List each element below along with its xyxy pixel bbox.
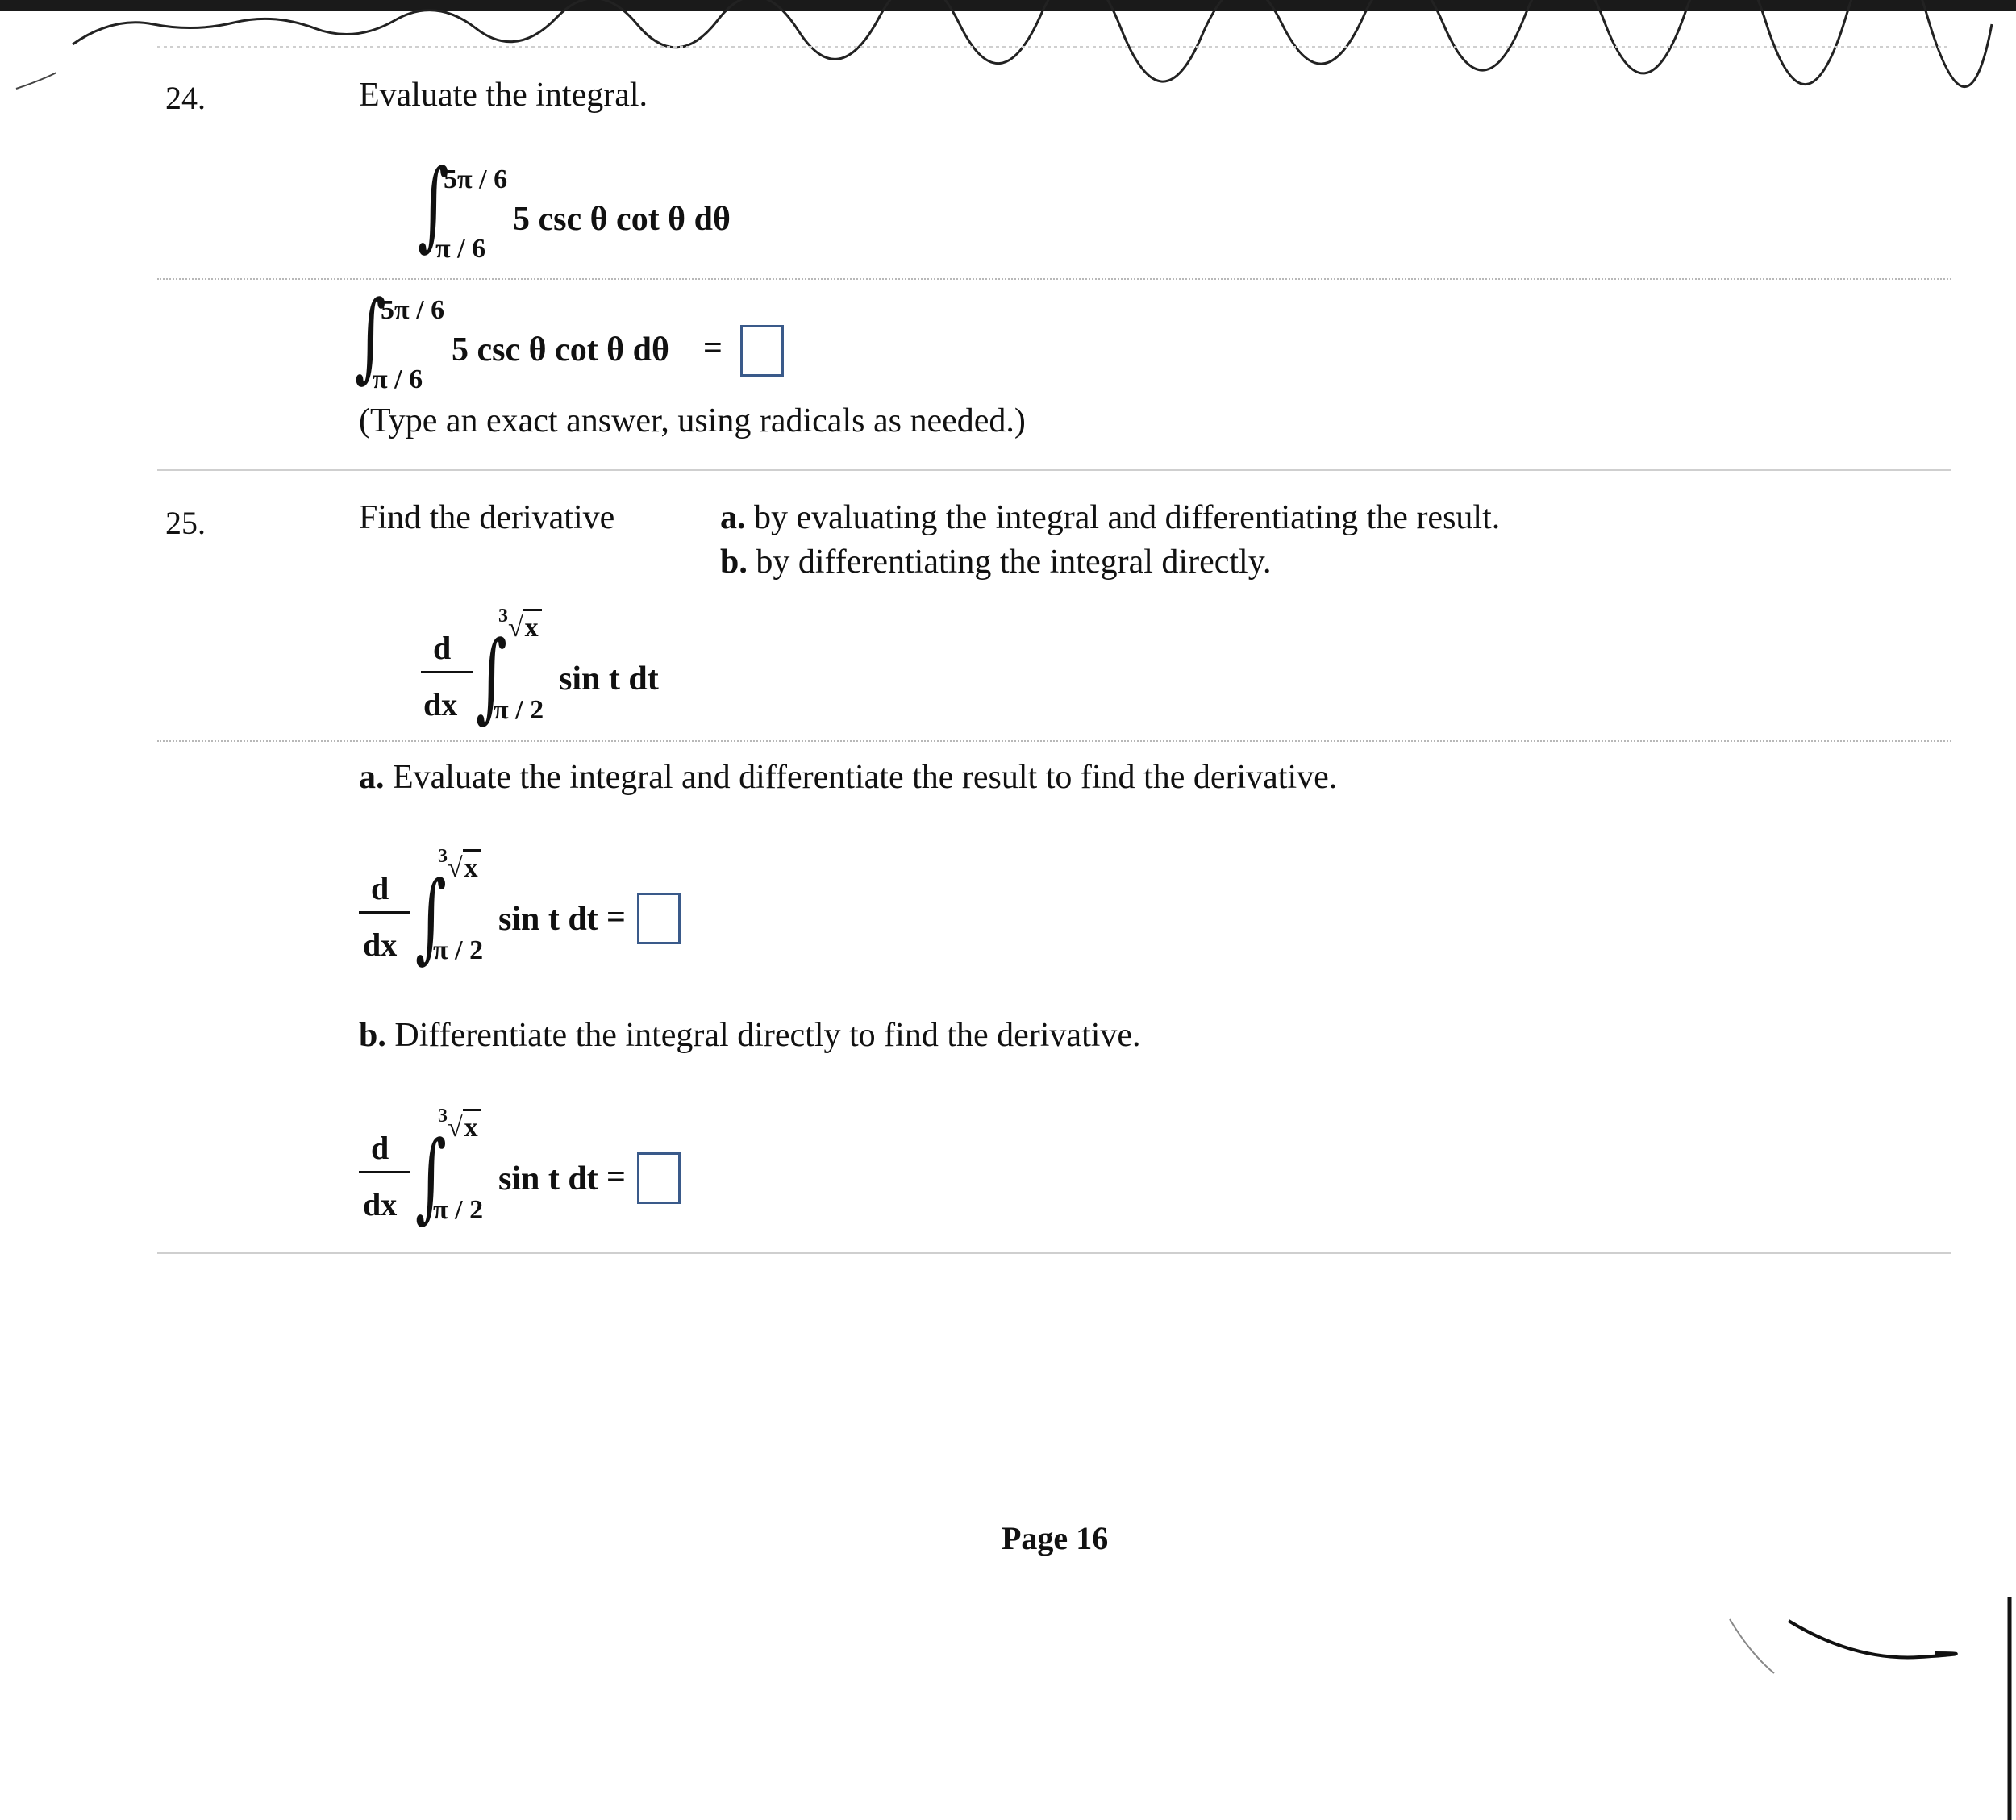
lower-limit: π / 2 — [433, 935, 484, 965]
option-b — [720, 543, 1271, 581]
fraction-bar — [359, 911, 410, 914]
divider — [157, 278, 1951, 280]
integrand: 5 csc θ cot θ dθ — [452, 331, 669, 369]
question-number: 25. — [165, 505, 206, 541]
question-prompt: Evaluate the integral. — [359, 77, 648, 114]
integral-sign: ∫ — [355, 281, 386, 393]
part-a-instruction — [359, 758, 1337, 797]
equals-sign: = — [606, 1159, 626, 1196]
upper-limit-cube-root: $^3$√x — [438, 849, 481, 884]
integral-sign: ∫ — [415, 861, 447, 973]
integral-sign: ∫ — [418, 149, 449, 261]
lower-limit: π / 6 — [435, 234, 486, 264]
answer-input-box[interactable] — [637, 893, 681, 944]
question-separator — [157, 1252, 1951, 1254]
root-index: 3 — [438, 846, 448, 867]
page-number: Page 16 — [1002, 1520, 1109, 1556]
integral-sign: ∫ — [415, 1121, 447, 1233]
derivative-denominator: dx — [363, 1186, 398, 1222]
torn-edge-decoration — [0, 0, 2016, 113]
root-index: 3 — [438, 1106, 448, 1127]
part-b-instruction — [359, 1016, 1141, 1055]
option-label: b. — [720, 544, 748, 581]
derivative-numerator: d — [371, 1130, 389, 1166]
upper-limit-cube-root: $^3$√x — [438, 1109, 481, 1143]
radicand: x — [463, 849, 481, 884]
radicand: x — [523, 609, 542, 643]
answer-input-box[interactable] — [637, 1152, 681, 1204]
derivative-numerator: d — [433, 630, 452, 666]
integrand: sin t dt — [498, 1160, 598, 1197]
question-prompt: Find the derivative — [359, 499, 615, 536]
question-separator — [157, 469, 1951, 471]
lower-limit: π / 2 — [494, 695, 544, 725]
option-label: a. — [720, 499, 746, 536]
answer-input-box[interactable] — [740, 325, 784, 377]
equals-sign: = — [703, 330, 723, 367]
option-text: by differentiating the integral directly. — [756, 544, 1272, 581]
root-index: 3 — [498, 606, 508, 627]
scan-marks-decoration — [1693, 1597, 2016, 1820]
part-text: Evaluate the integral and differentiate the result to find the derivative. — [393, 759, 1338, 796]
lower-limit: π / 6 — [373, 364, 423, 394]
fraction-bar — [359, 1171, 410, 1173]
equals-sign: = — [606, 899, 626, 936]
upper-limit: 5π / 6 — [381, 295, 445, 325]
integrand: 5 csc θ cot θ dθ — [513, 201, 731, 238]
fraction-bar — [421, 671, 473, 673]
part-label: b. — [359, 1017, 386, 1054]
part-label: a. — [359, 759, 385, 796]
divider — [157, 740, 1951, 742]
question-number: 24. — [165, 80, 206, 116]
integrand: sin t dt — [498, 901, 598, 938]
integral-sign: ∫ — [476, 621, 507, 733]
option-text: by evaluating the integral and differentiating the result. — [754, 499, 1501, 536]
derivative-denominator: dx — [423, 686, 458, 723]
derivative-numerator: d — [371, 870, 389, 906]
lower-limit: π / 2 — [433, 1195, 484, 1225]
answer-instruction: (Type an exact answer, using radicals as needed.) — [359, 402, 1026, 439]
integrand: sin t dt — [559, 660, 659, 698]
radicand: x — [463, 1109, 481, 1143]
upper-limit: 5π / 6 — [444, 165, 508, 194]
option-a — [720, 498, 1500, 537]
derivative-denominator: dx — [363, 927, 398, 963]
upper-limit-cube-root: $^3$√x — [498, 609, 542, 643]
part-text: Differentiate the integral directly to find the derivative. — [394, 1017, 1141, 1054]
